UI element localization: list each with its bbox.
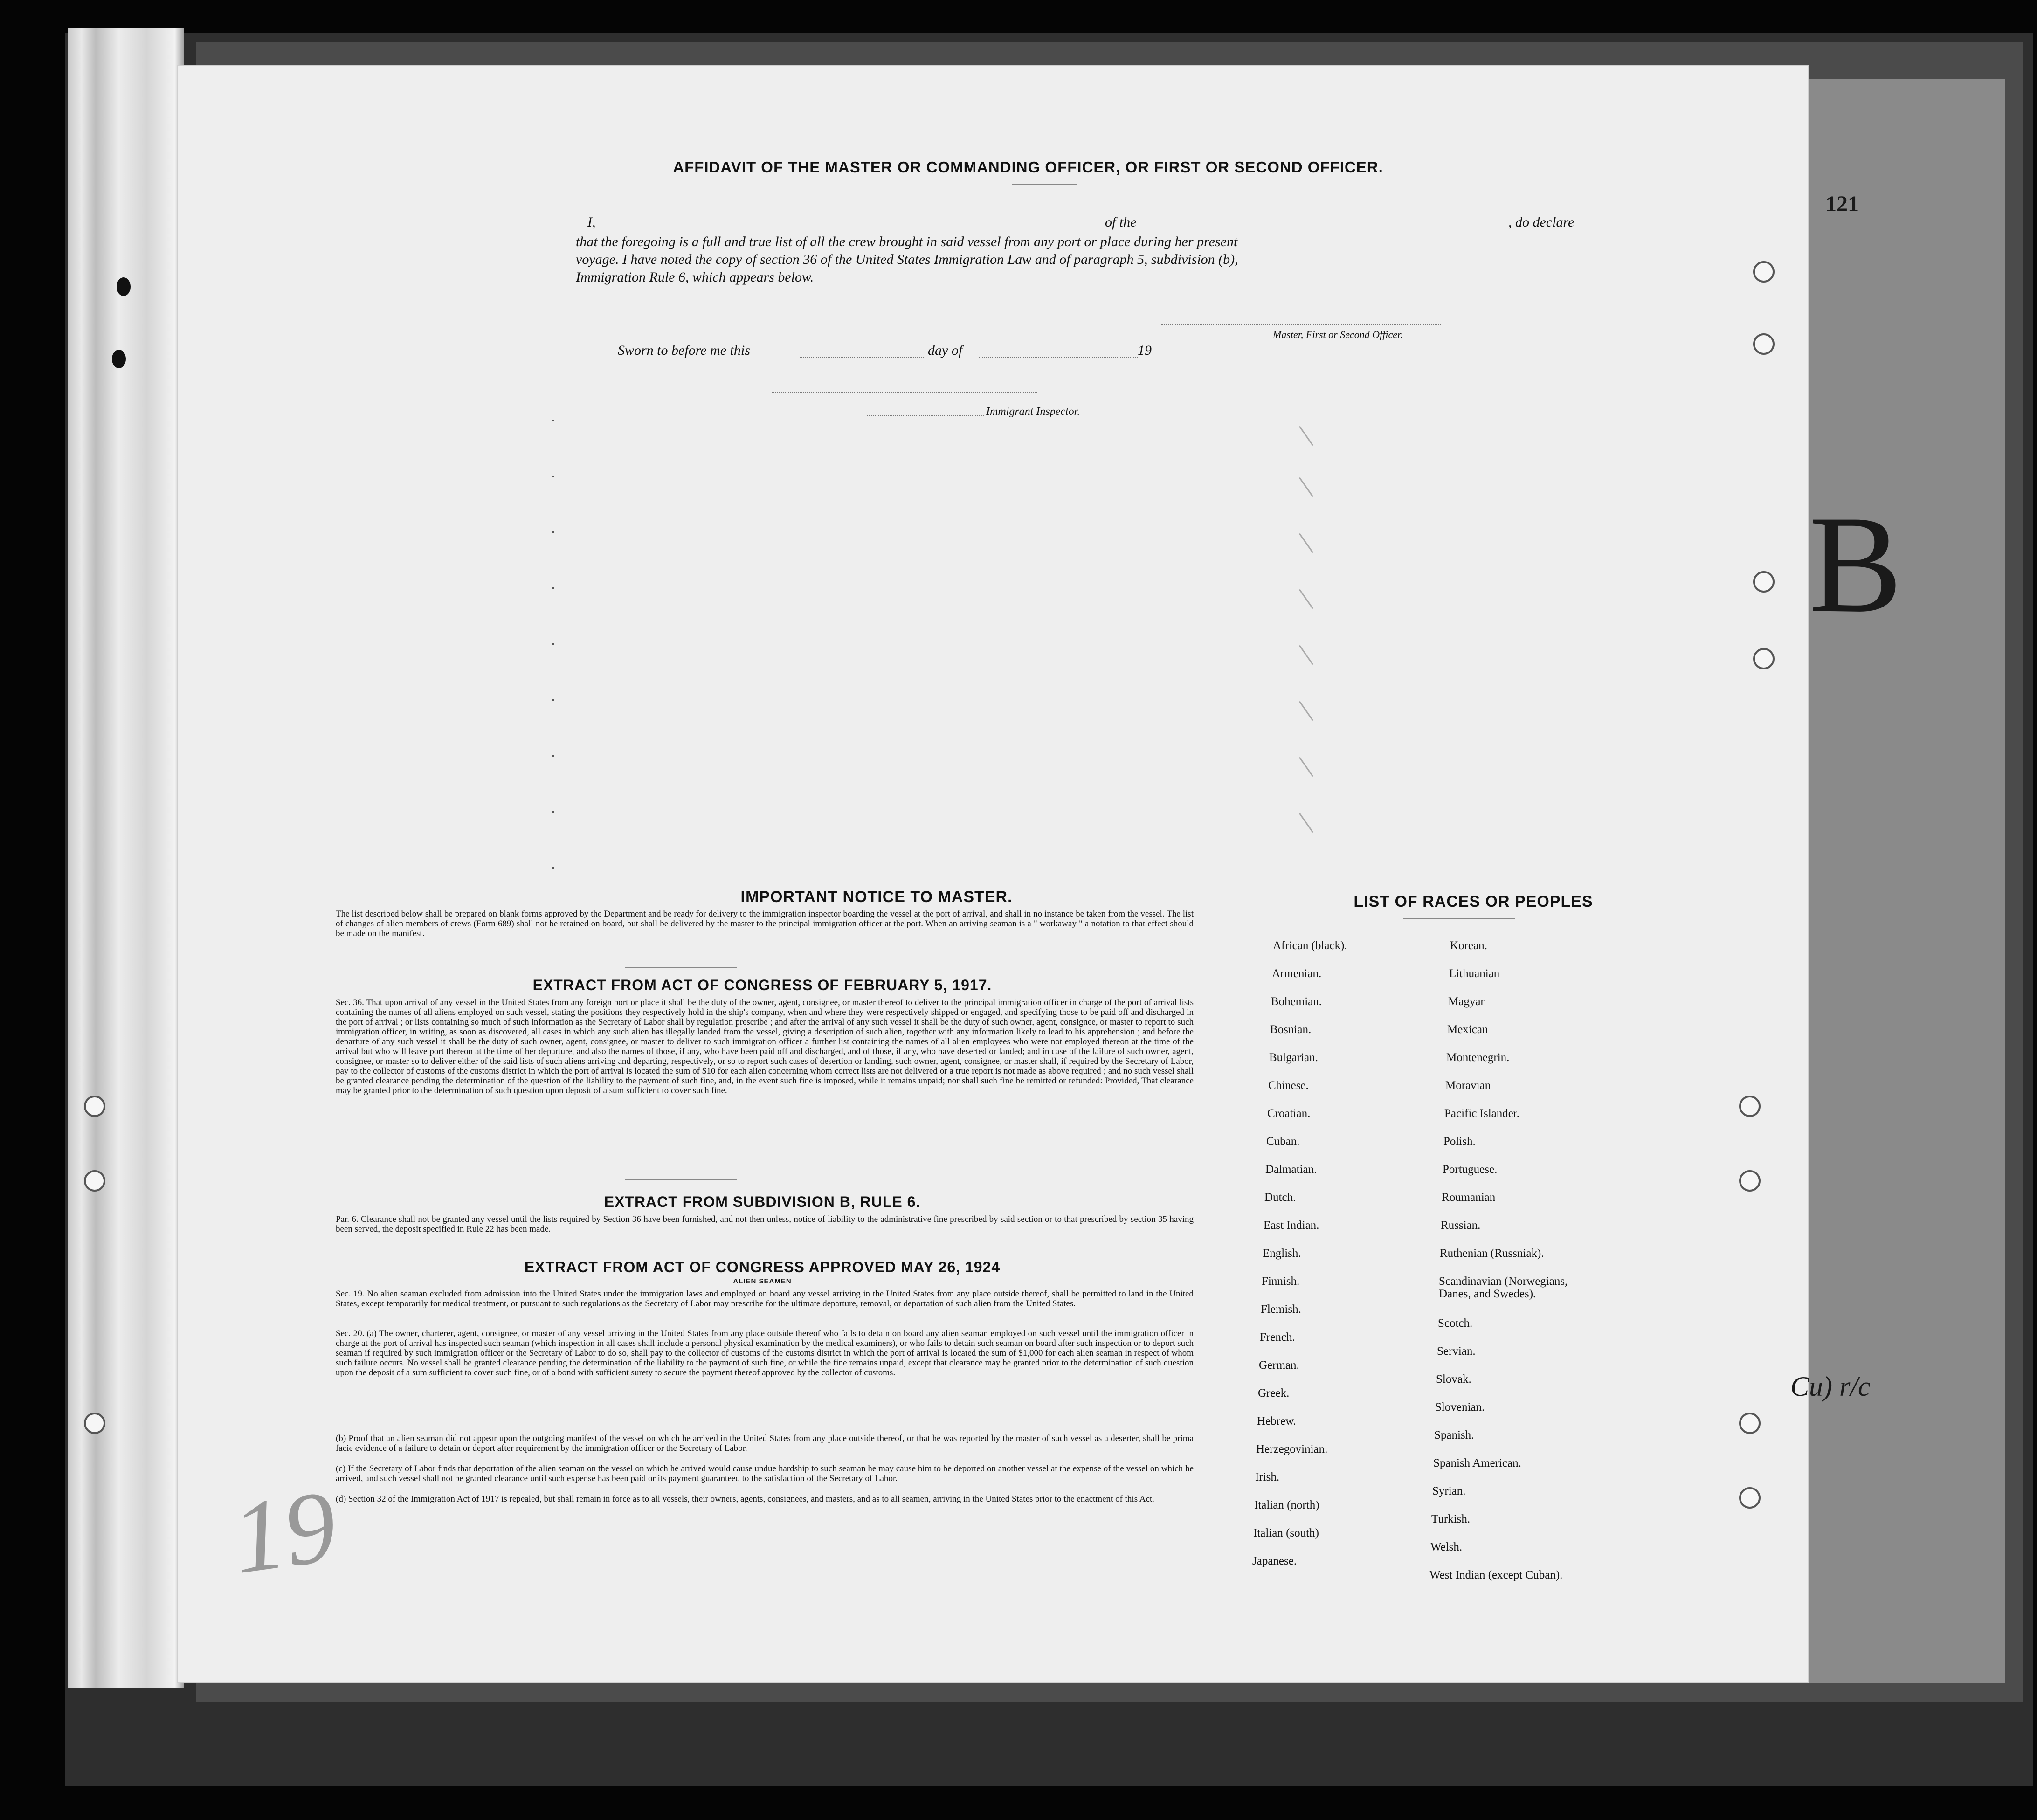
extract1-title: EXTRACT FROM ACT OF CONGRESS OF FEBRUARY 5, 1917. <box>532 977 992 993</box>
races-divider <box>1403 918 1515 919</box>
race-item: German. <box>1259 1359 1299 1372</box>
race-item: Dutch. <box>1264 1191 1296 1204</box>
inspector-label: Immigrant Inspector. <box>986 406 1080 418</box>
signature-label: Master, First or Second Officer. <box>1273 329 1403 340</box>
race-item: Syrian. <box>1432 1485 1466 1497</box>
binder-edge <box>68 28 184 1688</box>
scan-dot <box>552 867 554 869</box>
race-item: East Indian. <box>1264 1219 1319 1232</box>
extract1-divider <box>625 1179 737 1180</box>
race-item: Italian (south) <box>1253 1527 1319 1539</box>
binder-hole-icon <box>112 350 126 368</box>
race-item: Moravian <box>1445 1079 1491 1092</box>
race-item: Herzegovinian. <box>1256 1443 1328 1455</box>
race-item: Roumanian <box>1442 1191 1496 1204</box>
scan-mark <box>1299 426 1313 446</box>
race-item: Armenian. <box>1272 967 1322 980</box>
affidavit-line3: voyage. I have noted the copy of section 36 of the United States Immigration Law and of paragraph 5, subdivision (b), <box>576 252 1238 267</box>
extract2-title: EXTRACT FROM SUBDIVISION B, RULE 6. <box>604 1193 921 1210</box>
race-item: French. <box>1260 1331 1295 1344</box>
punch-hole-icon <box>1739 1487 1761 1509</box>
race-item: Flemish. <box>1261 1303 1301 1316</box>
scan-dot <box>552 587 554 589</box>
race-item: Pacific Islander. <box>1444 1107 1520 1120</box>
punch-hole-icon <box>84 1413 105 1434</box>
race-item: Mexican <box>1447 1023 1488 1036</box>
scan-mark <box>1299 589 1313 609</box>
affidavit-line2: that the foregoing is a full and true list of all the crew brought in said vessel from any port or place during her present <box>576 234 1238 249</box>
race-item: Magyar <box>1448 995 1485 1008</box>
scan-mark <box>1299 645 1313 665</box>
punch-hole-icon <box>84 1170 105 1192</box>
race-item: Bohemian. <box>1271 995 1322 1008</box>
race-item: Montenegrin. <box>1446 1051 1510 1064</box>
punch-hole-icon <box>84 1096 105 1117</box>
extract2-body: Par. 6. Clearance shall not be granted any vessel until the lists required by Section 36 have been furnished, and not then unless, notice of liability to the administrative fine prescribed by said section or to that prescribed by section 35 having been served, the deposit specified in Rule 22 has been made. <box>336 1214 1194 1234</box>
scan-mark <box>1299 533 1313 553</box>
race-item: Bulgarian. <box>1269 1051 1318 1064</box>
race-item: Servian. <box>1437 1345 1476 1358</box>
sworn-month-blank[interactable] <box>979 357 1138 358</box>
extract3-paragraph-1: Sec. 19. No alien seaman excluded from admission into the United States under the immigration laws and employed on board any vessel arriving in the United States from any place outside thereof, shall be permitted to land in the United States, except temporarily for medical treatment, or pursuant to such regulations as the Secretary of Labor may prescribe for the ultimate departure, removal, or deportation of such alien from the United States. <box>336 1289 1194 1309</box>
scan-mark <box>1299 757 1313 777</box>
race-item: Irish. <box>1255 1471 1280 1483</box>
sworn-day-of: day of <box>928 343 963 358</box>
affidavit-of-the: of the <box>1105 214 1137 230</box>
race-item: Polish. <box>1443 1135 1476 1148</box>
race-item: Ruthenian (Russniak). <box>1440 1247 1544 1260</box>
title-divider <box>1012 184 1077 185</box>
affidavit-line4: Immigration Rule 6, which appears below. <box>576 269 814 285</box>
race-item: Croatian. <box>1267 1107 1311 1120</box>
race-item: Slovenian. <box>1435 1401 1485 1413</box>
race-item: Chinese. <box>1268 1079 1309 1092</box>
extract3-paragraph-2: Sec. 20. (a) The owner, charterer, agent, consignee, or master of any vessel arriving in the United States from any place outside thereof who fails to detain on board any alien seaman employed on such vessel until the immigration officer in charge at the port of arrival has inspected such seaman (which inspection in all cases shall include a personal physical examination by the medical examiners), or who fails to detain such seaman on board after such inspection or to deport such seaman if required by such immigration officer or the Secretary of Labor to do so, shall pay to the collector of customs of the customs district in which the port of arrival is located the sum of $1,000 for each alien seaman in respect of whom such failure occurs. No vessel shall be granted clearance pending the determination of the liability to the payment of such fine, or while the fine remains unpaid, except that clearance may be granted prior to the determination of such question upon the deposit of a sum sufficient to cover such fine, or of a bond with sufficient surety to secure the payment thereof approved by the collector of customs. <box>336 1329 1194 1378</box>
notice-title: IMPORTANT NOTICE TO MASTER. <box>740 888 1013 906</box>
extract3-title: EXTRACT FROM ACT OF CONGRESS APPROVED MAY 26, 1924 <box>524 1259 1001 1275</box>
race-item: Spanish. <box>1434 1429 1474 1441</box>
scan-dot <box>552 699 554 701</box>
punch-hole-icon <box>1753 333 1775 355</box>
scan-dot <box>552 420 554 421</box>
handwritten-note: Cu) r/c <box>1790 1371 1871 1402</box>
page-number: 121 <box>1825 192 1859 216</box>
inspector-blank[interactable] <box>867 415 984 416</box>
race-item: Spanish American. <box>1433 1457 1521 1469</box>
race-item: Italian (north) <box>1254 1499 1319 1511</box>
sworn-day-blank[interactable] <box>800 357 925 358</box>
race-item: Welsh. <box>1430 1541 1463 1553</box>
race-item: Japanese. <box>1252 1555 1297 1567</box>
scan-dot <box>552 755 554 757</box>
extract3-subtitle: ALIEN SEAMEN <box>733 1277 792 1285</box>
punch-hole-icon <box>1739 1413 1761 1434</box>
punch-hole-icon <box>1739 1170 1761 1192</box>
race-item: Portuguese. <box>1443 1163 1498 1176</box>
scan-dot <box>552 811 554 813</box>
right-page-edge <box>1809 79 2005 1683</box>
handwritten-letter: B <box>1809 487 1903 641</box>
race-item: Finnish. <box>1262 1275 1300 1288</box>
race-item: Cuban. <box>1266 1135 1300 1148</box>
race-item: Korean. <box>1450 939 1487 952</box>
race-item: Lithuanian <box>1449 967 1500 980</box>
notice-divider <box>625 967 737 968</box>
binder-hole-icon <box>117 277 131 296</box>
extract3-paragraph-4: (c) If the Secretary of Labor finds that deportation of the alien seaman on the vessel on which he arrived would cause undue hardship to such seaman he may cause him to be deported on another vessel at the expense of the vessel on which he arrived, and such vessel shall not be granted clearance until such expense has been paid or its payment guaranteed to the satisfaction of the Secretary of Labor. <box>336 1464 1194 1483</box>
scan-dot <box>552 643 554 645</box>
race-item: English. <box>1263 1247 1301 1260</box>
punch-hole-icon <box>1753 571 1775 593</box>
sworn-year: 19 <box>1138 343 1152 358</box>
races-title: LIST OF RACES OR PEOPLES <box>1353 893 1593 910</box>
race-item: Greek. <box>1258 1387 1290 1399</box>
faint-pencil-mark: 19 <box>226 1468 343 1596</box>
scan-mark <box>1299 701 1313 721</box>
extract1-body: Sec. 36. That upon arrival of any vessel in the United States from any foreign port or place it shall be the duty of the owner, agent, consignee, or master thereof to deliver to the principal immigration officer in charge of the port of arrival lists containing the names of all aliens employed on such vessel, stating the positions they respectively hold in the ship's company, when and where they were respectively shipped or engaged, and specifying those to be paid off and discharged in the port of arrival ; or lists containing so much of such information as the Secretary of Labor shall by regulation prescribe ; and after the arrival of any such vessel it shall be the duty of such owner, agent, consignee, or master to report to such immigration officer, in writing, as soon as discovered, all cases in which any such alien has illegally landed from the vessel, giving a description of such alien, together with any information likely to lead to his apprehension ; and before the departure of any such vessel it shall be the duty of such owner, agent, consignee, or master to deliver to such immigration officer a further list containing the names of all alien employees who were not employed thereon at the time of the arrival but who will leave port thereon at the time of her departure, and also the names of those, if any, who have been paid off and discharged, and of those, if any, who have deserted or landed; and in case of the failure of such owner, agent, consignee, or master so to deliver either of the said lists of such aliens arriving and departing, respectively, or so to report such cases of desertion or landing, such owner, agent, consignee, or master shall, if required by the Secretary of Labor, pay to the collector of customs of the customs district in which the port of arrival is located the sum of $10 for each alien concerning whom correct lists are not delivered or a true report is not made as above required ; and no such vessel shall be granted clearance pending the determination of the question of the liability to the payment of such fine, and, in the event such fine is imposed, while it remains unpaid; nor shall such fine be remitted or refunded: Provided, That clearance may be granted prior to the determination of such question upon deposit of a sum sufficient to cover such fine. <box>336 998 1194 1096</box>
race-item: Russian. <box>1441 1219 1481 1232</box>
race-item: Bosnian. <box>1270 1023 1312 1036</box>
punch-hole-icon <box>1753 648 1775 669</box>
punch-hole-icon <box>1753 261 1775 283</box>
race-item: Scandinavian (Norwegians, Danes, and Swedes). <box>1439 1275 1568 1300</box>
notice-body: The list described below shall be prepared on blank forms approved by the Department and be ready for delivery to the immigration inspector boarding the vessel at the port of arrival, and shall in no instance be taken from the vessel. The list of changes of alien members of crews (Form 689) shall not be retained on board, but shall be delivered by the master to the principal immigration officer at the port. When an arriving seaman is a " workaway " a notation to that effect should be made on the manifest. <box>336 909 1194 938</box>
affidavit-line1-start: I, <box>587 214 596 230</box>
scan-mark <box>1299 813 1313 833</box>
signature-blank[interactable] <box>1161 324 1441 325</box>
race-item: Scotch. <box>1438 1317 1473 1330</box>
scan-mark <box>1299 477 1313 497</box>
race-item: African (black). <box>1273 939 1347 952</box>
inspector-blank-upper[interactable] <box>772 392 1037 393</box>
race-item: Dalmatian. <box>1265 1163 1317 1176</box>
race-item: Slovak. <box>1436 1373 1471 1386</box>
sworn-prefix: Sworn to before me this <box>618 343 750 358</box>
extract3-paragraph-3: (b) Proof that an alien seaman did not appear upon the outgoing manifest of the vessel on which he arrived in the United States from any place outside thereof, or that he was reported by the master of such vessel as a deserter, shall be prima facie evidence of a failure to detain or deport after requirement by the immigration officer or the Secretary of Labor. <box>336 1434 1194 1453</box>
affidavit-declare: , do declare <box>1508 214 1574 230</box>
document-page <box>177 65 1809 1683</box>
race-item: West Indian (except Cuban). <box>1429 1569 1563 1581</box>
extract3-paragraph-5: (d) Section 32 of the Immigration Act of 1917 is repealed, but shall remain in force as to all vessels, their owners, agents, consignees, and masters, and as to all seamen, arriving in the United States prior to the enactment of this Act. <box>336 1494 1154 1504</box>
race-item: Turkish. <box>1431 1513 1471 1525</box>
affidavit-title: AFFIDAVIT OF THE MASTER OR COMMANDING OFFICER, OR FIRST OR SECOND OFFICER. <box>673 159 1383 176</box>
scan-dot <box>552 476 554 477</box>
race-item: Hebrew. <box>1257 1415 1296 1427</box>
punch-hole-icon <box>1739 1096 1761 1117</box>
scan-dot <box>552 531 554 533</box>
